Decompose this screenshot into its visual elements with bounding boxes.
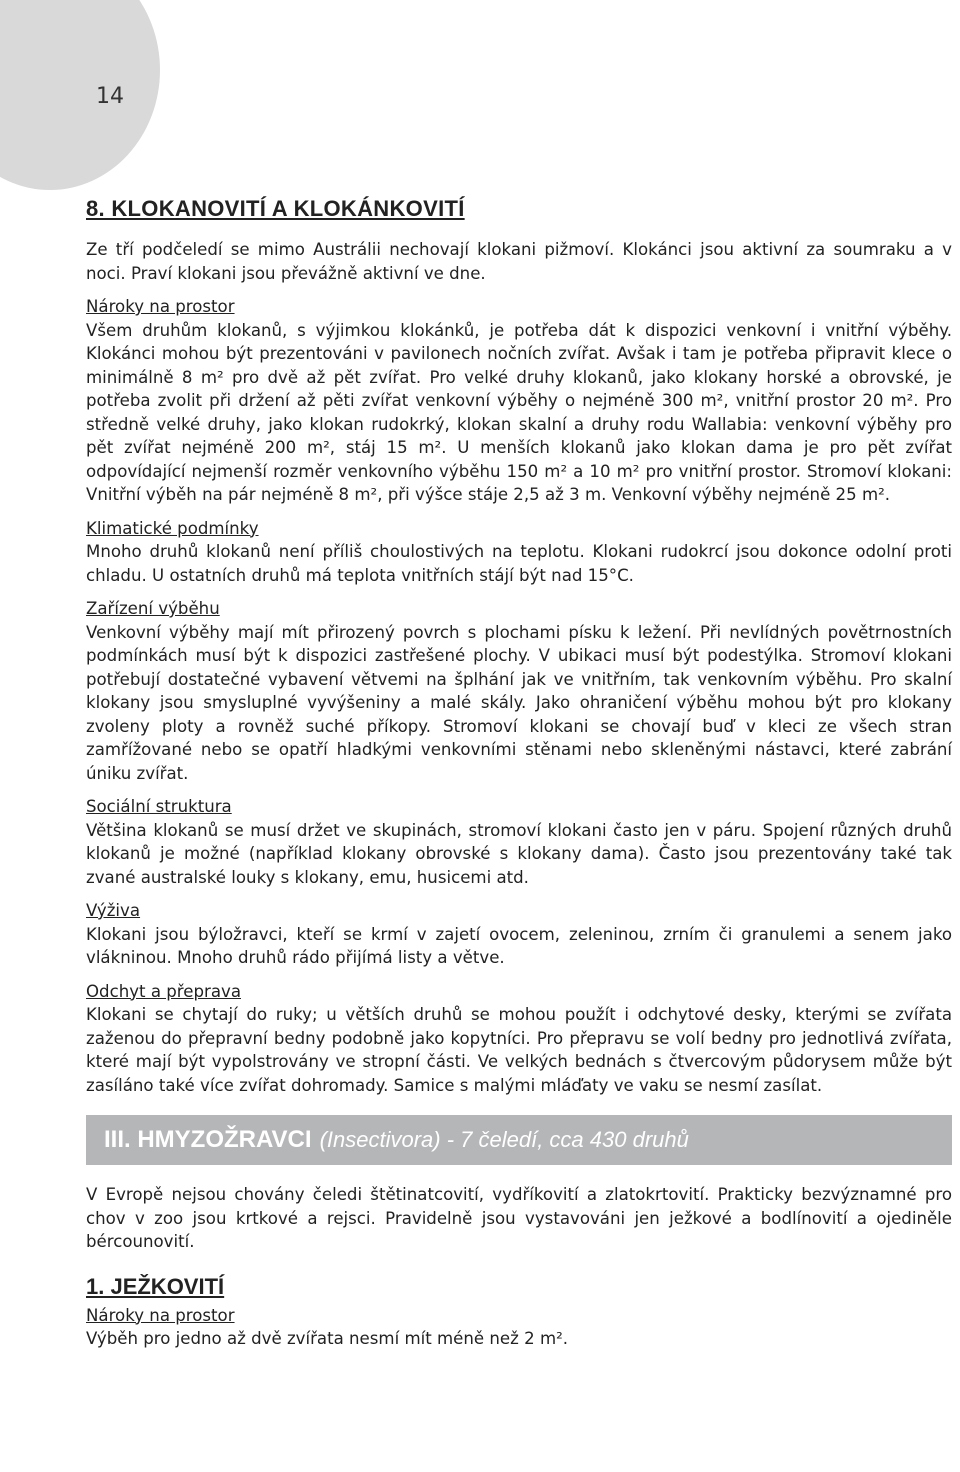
chapter-heading: 8. KLOKANOVITÍ A KLOKÁNKOVITÍ: [86, 196, 465, 221]
section-title-enclosure: Zařízení výběhu: [86, 599, 220, 618]
corner-decoration: [0, 0, 160, 190]
section-text-nutrition: Klokani jsou býložravci, kteří se krmí v zajetí ovocem, zeleninou, zrním či granulemi a senem jako vlákninou. Mnoho druhů rádo přijímá listy a větve.: [86, 924, 952, 967]
section-title-space: Nároky na prostor: [86, 297, 235, 316]
order-banner: [86, 1115, 952, 1165]
family-heading: 1. JEŽKOVITÍ: [86, 1273, 225, 1299]
section-title-transport: Odchyt a přeprava: [86, 981, 241, 1001]
section-nutrition: [86, 899, 952, 970]
section-title-climate: Klimatické podmínky: [86, 518, 259, 538]
page-number: 14: [96, 84, 124, 109]
order-banner-subtitle: (Insectivora) - 7 čeledí, cca 430 druhů: [319, 1127, 689, 1152]
order-intro-paragraph: V Evropě nejsou chovány čeledi štětinatcovití, vydříkovití a zlatokrtovití. Prakticky bezvýznamné pro chov v zoo jsou krtkové a rejsci. Pravidelně jsou vystavováni jen ježkové a bodlínovití a ojediněle bércounovití.: [86, 1185, 952, 1251]
section-space: [86, 295, 952, 507]
section-transport: [86, 980, 952, 1098]
intro-paragraph: Ze tří podčeledí se mimo Austrálii nechovají klokani pižmoví. Klokánci jsou aktivní za soumraku a v noci. Praví klokani jsou převážně aktivní ve dne.: [86, 240, 952, 283]
section-title-nutrition: Výživa: [86, 901, 141, 920]
order-banner-title: III. HMYZOŽRAVCI: [104, 1126, 312, 1153]
section-text-transport: Klokani se chytají do ruky; u větších druhů se mohou použít i odchytové desky, kterými se zvířata zaženou do přepravní bedny podobně jako kopytníci. Pro přepravu se volí bedny pro jednotlivá zvířata, které mají být vypolstrovány ve stropní části. Ve velkých bednách s čtvercovým půdorysem může být zasíláno také více zvířat dohromady. Samice s malými mláďaty ve vaku se nesmí zasílat.: [86, 1005, 952, 1095]
section-title-hedgehog-space: Nároky na prostor: [86, 1305, 235, 1325]
section-text-social: Většina klokanů se musí držet ve skupinách, stromoví klokani často jen v páru. Spojení různých druhů klokanů je možné (například klokany obrovské s klokany dama). Často jsou prezentovány také tak zvané australské louky s klokany, emu, husicemi atd.: [86, 820, 952, 887]
section-social: [86, 795, 952, 889]
section-text-enclosure: Venkovní výběhy mají mít přirozený povrch s plochami písku k ležení. Při nevlídných povětrnostních podmínkách musí být k dispozici zastřešené plochy. V ubikaci musí být podestýlka. Stromoví klokani potřebují dostatečné vybavení větvemi na šplhání jak ve vnitřním, tak venkovním výběhu. Pro skalní klokany jsou smysluplné vyvýšeniny a malé skály. Jako ohraničení výběhu mohou být pro klokany zvoleny ploty a rovněž suché příkopy. Stromoví klokani se chovají buď v kleci ze všech stran zamřížované nebo se opatří hladkými venkovními stěnami nebo skleněnými nástavci, které zabrání úniku zvířat.: [86, 622, 952, 783]
section-text-climate: Mnoho druhů klokanů není příliš choulostivých na teplotu. Klokani rudokrcí jsou dokonce odolní proti chladu. U ostatních druhů má teplota vnitřních stájí být nad 15°C.: [86, 542, 952, 585]
document-body: [86, 196, 952, 1351]
section-enclosure: [86, 597, 952, 785]
section-climate: [86, 517, 952, 588]
section-text-space: Všem druhům klokanů, s výjimkou klokánků, je potřeba dát k dispozici venkovní i vnitřní výběhy. Klokánci mohou být prezentováni v pavilonech nočních zvířat. Avšak i tam je potřeba připravit klece o minimálně 8 m² pro dvě až pět zvířat. Pro velké druhy klokanů, jako klokany horské a obrovské, je potřeba zvolit při držení až pěti zvířat venkovní výběhy o nejméně 300 m², vnitřní prostor 20 m². Pro středně velké druhy, jako klokan rudokrký, klokan skalní a druhy rodu Wallabia: venkovní výběhy pro pět zvířat nejméně 200 m², stáj 15 m². U menších klokanů jako klokan dama je pro pět zvířat odpovídající nejmenší rozměr venkovního výběhu 150 m² a 10 m² pro vnitřní prostor. Stromoví klokani: Vnitřní výběh na pár nejméně 8 m², při výšce stáje 2,5 až 3 m. Venkovní výběhy nejméně 25 m².: [86, 320, 952, 504]
section-text-hedgehog-space: Výběh pro jedno až dvě zvířata nesmí mít méně než 2 m².: [86, 1329, 569, 1348]
section-title-social: Sociální struktura: [86, 797, 232, 816]
